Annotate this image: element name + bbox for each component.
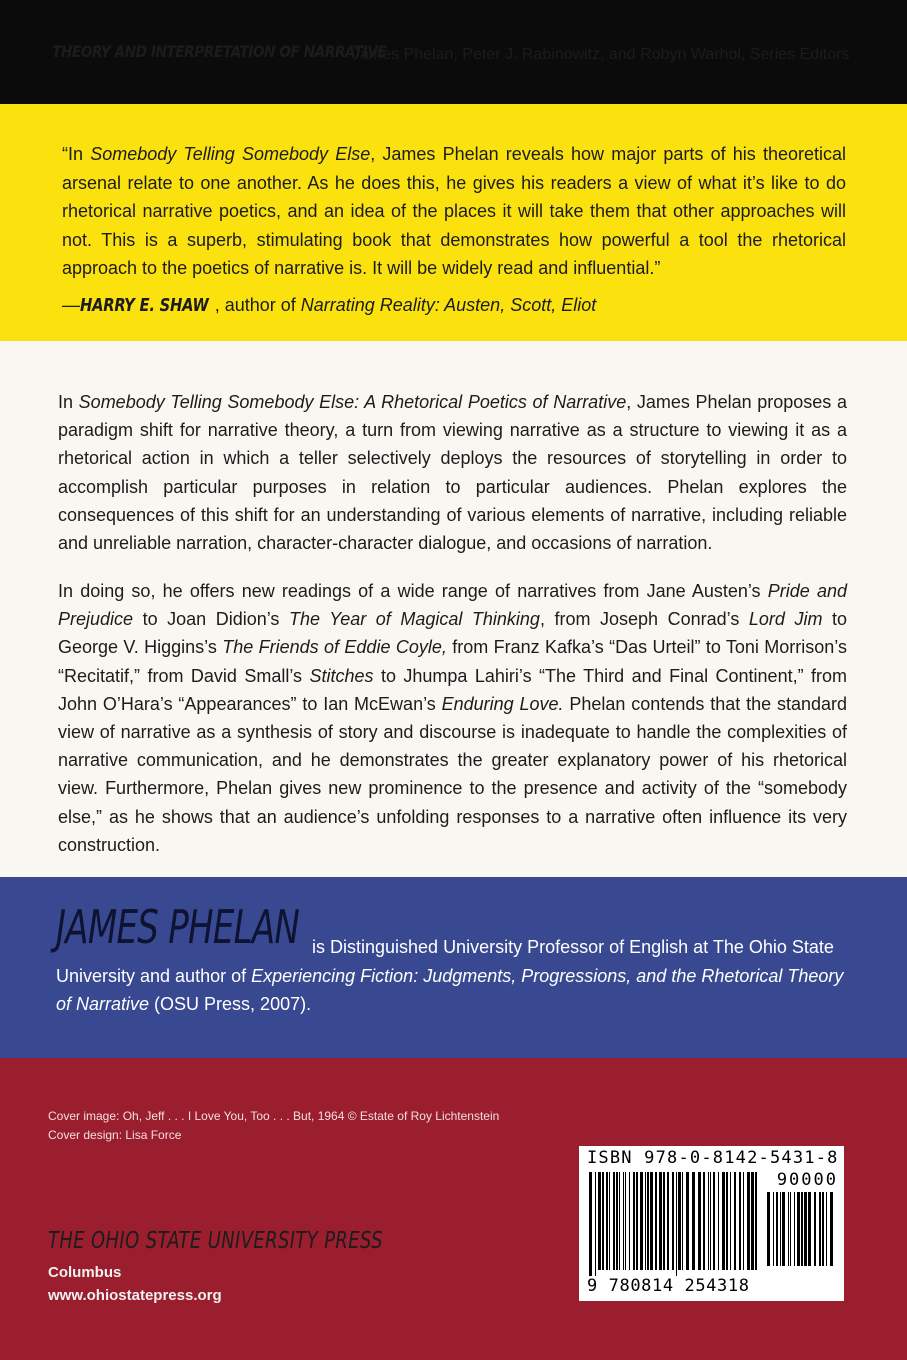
barcode-bar bbox=[747, 1172, 750, 1270]
barcode-bar bbox=[623, 1172, 624, 1270]
barcode-bar bbox=[645, 1172, 646, 1270]
barcode-bar bbox=[655, 1172, 657, 1270]
cover-design-credit: Cover design: Lisa Force bbox=[48, 1128, 182, 1142]
barcode-bar bbox=[686, 1172, 689, 1270]
desc-text: to Jhumpa Lahiri’s “The Third and Final Continent,” from John O’Hara’s “Appearances” to Ian McEwan’s bbox=[58, 665, 848, 714]
barcode-bar bbox=[804, 1192, 807, 1266]
desc-work-title: The Year of Magical Thinking bbox=[288, 609, 540, 630]
description-paragraph-1 bbox=[58, 388, 847, 557]
isbn-text: ISBN 978-0-8142-5431-8 bbox=[587, 1148, 839, 1168]
bio-text: is Distinguished University Professor of English at The Ohio State University and author of bbox=[56, 937, 834, 986]
barcode-bar bbox=[629, 1172, 630, 1270]
desc-text: from Franz Kafka’s “Das Urteil” to Toni Morrison’s “Recitatif,” from David Small’s bbox=[58, 637, 847, 686]
desc-text: , James Phelan proposes a paradigm shift for narrative theory, a turn from viewing narrative as a structure to viewing it as a rhetorical action in which a teller selectively deploys the resources of storytelling in order to accomplish particular purposes in relation to particular audiences. Phelan explores the consequences of this shift for an understanding of various elements of narrative, including reliable and unreliable narration, character-character dialogue, and occasions of narration. bbox=[58, 392, 847, 554]
barcode-bar bbox=[703, 1172, 705, 1270]
barcode-bar bbox=[672, 1172, 674, 1270]
desc-text: , from Joseph Conrad’s bbox=[539, 609, 749, 630]
attribution-dash: — bbox=[62, 295, 80, 315]
barcode-bar bbox=[633, 1172, 635, 1270]
barcode-bar bbox=[647, 1172, 649, 1270]
barcode-addon-bars-icon bbox=[767, 1192, 837, 1276]
barcode-bar bbox=[650, 1172, 653, 1270]
barcode-bar bbox=[780, 1192, 781, 1266]
barcode-bar bbox=[598, 1172, 601, 1270]
barcode-bar bbox=[751, 1172, 754, 1270]
quote-body: , James Phelan reveals how major parts of his theoretical arsenal relate to one another. As he does this, he gives his readers a view of what it’s like to do rhetorical narrative poetics, and an idea of the places it will take them that other approaches will not. This is a superb, stimulating book that demonstrates how powerful a tool the rhetorical approach to the poetics of narrative is. It will be widely read and influential.” bbox=[62, 144, 847, 278]
barcode-bar bbox=[682, 1172, 683, 1270]
barcode-bar bbox=[613, 1172, 615, 1270]
barcode-bar bbox=[619, 1172, 620, 1270]
bio-text: (OSU Press, 2007). bbox=[149, 994, 312, 1014]
publisher-city: Columbus bbox=[48, 1264, 122, 1281]
barcode-bar bbox=[708, 1172, 709, 1270]
attribution-book: Narrating Reality: Austen, Scott, Eliot bbox=[300, 295, 597, 315]
barcode-bars-icon bbox=[589, 1172, 761, 1280]
desc-book-title: Somebody Telling Somebody Else: A Rhetorical Poetics of Narrative bbox=[78, 392, 627, 412]
barcode-bar bbox=[678, 1172, 681, 1270]
attribution-name: HARRY E. SHAW bbox=[80, 295, 209, 316]
barcode-bar bbox=[636, 1172, 638, 1270]
desc-work-title: Lord Jim bbox=[748, 609, 823, 630]
publisher-name: THE OHIO STATE UNIVERSITY PRESS bbox=[48, 1228, 383, 1254]
barcode-bar bbox=[606, 1172, 608, 1270]
barcode-bar bbox=[767, 1192, 770, 1266]
publisher-url: www.ohiostatepress.org bbox=[48, 1287, 222, 1304]
barcode-bar bbox=[782, 1192, 785, 1266]
barcode-bar bbox=[814, 1192, 816, 1266]
quote-open: “In bbox=[62, 144, 91, 164]
cover-credits bbox=[48, 1107, 499, 1145]
barcode-bar bbox=[726, 1172, 728, 1270]
barcode-bar bbox=[826, 1192, 827, 1266]
desc-work-title: Enduring Love. bbox=[441, 693, 564, 714]
quote-book-title: Somebody Telling Somebody Else bbox=[90, 144, 371, 164]
description-paragraph-2 bbox=[58, 577, 847, 859]
price-code: 90000 bbox=[776, 1170, 838, 1190]
desc-work-title: Stitches bbox=[309, 665, 374, 686]
barcode-bar bbox=[609, 1172, 610, 1270]
barcode-bar bbox=[659, 1172, 662, 1270]
quote-attribution bbox=[62, 291, 596, 320]
barcode-bar bbox=[625, 1172, 626, 1270]
cover-image-credit: Cover image: Oh, Jeff . . . I Love You, Too . . . But, 1964 © Estate of Roy Lichtenstein bbox=[48, 1109, 500, 1123]
barcode-bar bbox=[595, 1172, 596, 1280]
attribution-mid: , author of bbox=[214, 295, 301, 315]
barcode-bar bbox=[730, 1172, 731, 1270]
barcode-bar bbox=[698, 1172, 701, 1270]
barcode-bar bbox=[734, 1172, 736, 1270]
endorsement-quote bbox=[62, 140, 846, 283]
barcode-bar bbox=[743, 1172, 744, 1270]
barcode-bar bbox=[710, 1172, 711, 1270]
desc-work-title: Pride and Prejudice bbox=[58, 581, 847, 630]
barcode-bar bbox=[808, 1192, 811, 1266]
desc-text: In doing so, he offers new readings of a wide range of narratives from Jane Austen’s bbox=[58, 581, 768, 601]
series-title: THEORY AND INTERPRETATION OF NARRATIVE bbox=[52, 42, 387, 61]
series-editors: James Phelan, Peter J. Rabinowitz, and Robyn Warhol, Series Editors bbox=[352, 46, 850, 63]
barcode-bar bbox=[755, 1172, 757, 1270]
barcode-bar bbox=[602, 1172, 604, 1270]
barcode-bar bbox=[830, 1192, 833, 1266]
author-name: JAMES PHELAN bbox=[56, 900, 300, 954]
isbn-barcode bbox=[579, 1146, 844, 1301]
barcode-bar bbox=[773, 1192, 774, 1266]
barcode-bar bbox=[616, 1172, 618, 1270]
barcode-bar bbox=[663, 1172, 665, 1270]
barcode-bar bbox=[589, 1172, 592, 1280]
barcode-bar bbox=[692, 1172, 695, 1270]
barcode-bar bbox=[819, 1192, 821, 1266]
bio-book-title: Experiencing Fiction: Judgments, Progressions, and the Rhetorical Theory of Narrative bbox=[56, 965, 844, 1014]
barcode-bar bbox=[722, 1172, 725, 1270]
barcode-bar bbox=[788, 1192, 789, 1266]
barcode-bar bbox=[776, 1192, 778, 1266]
desc-work-title: The Friends of Eddie Coyle, bbox=[222, 637, 447, 658]
barcode-bar bbox=[822, 1192, 824, 1266]
barcode-bar bbox=[667, 1172, 669, 1270]
desc-text: In bbox=[58, 392, 79, 412]
barcode-bar bbox=[797, 1192, 800, 1266]
barcode-bar bbox=[640, 1172, 643, 1270]
barcode-bar bbox=[794, 1192, 795, 1266]
desc-text: to Joan Didion’s bbox=[133, 609, 289, 630]
barcode-bar bbox=[676, 1172, 677, 1280]
barcode-bar bbox=[713, 1172, 715, 1270]
desc-text: Phelan contends that the standard view of narrative as a synthesis of story and discourse is inadequate to handle the complexities of narrative communication, and he demonstrates the greater explanatory power of his rhetorical view. Furthermore, Phelan gives new prominence to the presence and activity of the “somebody else,” as he shows that an audience’s unfolding responses to a narrative often influence its very construction. bbox=[58, 693, 847, 855]
barcode-bar bbox=[801, 1192, 803, 1266]
barcode-digits: 9 780814 254318 bbox=[587, 1276, 750, 1296]
desc-text: to George V. Higgins’s bbox=[58, 609, 847, 658]
barcode-bar bbox=[790, 1192, 791, 1266]
barcode-bar bbox=[718, 1172, 719, 1270]
barcode-bar bbox=[739, 1172, 741, 1270]
